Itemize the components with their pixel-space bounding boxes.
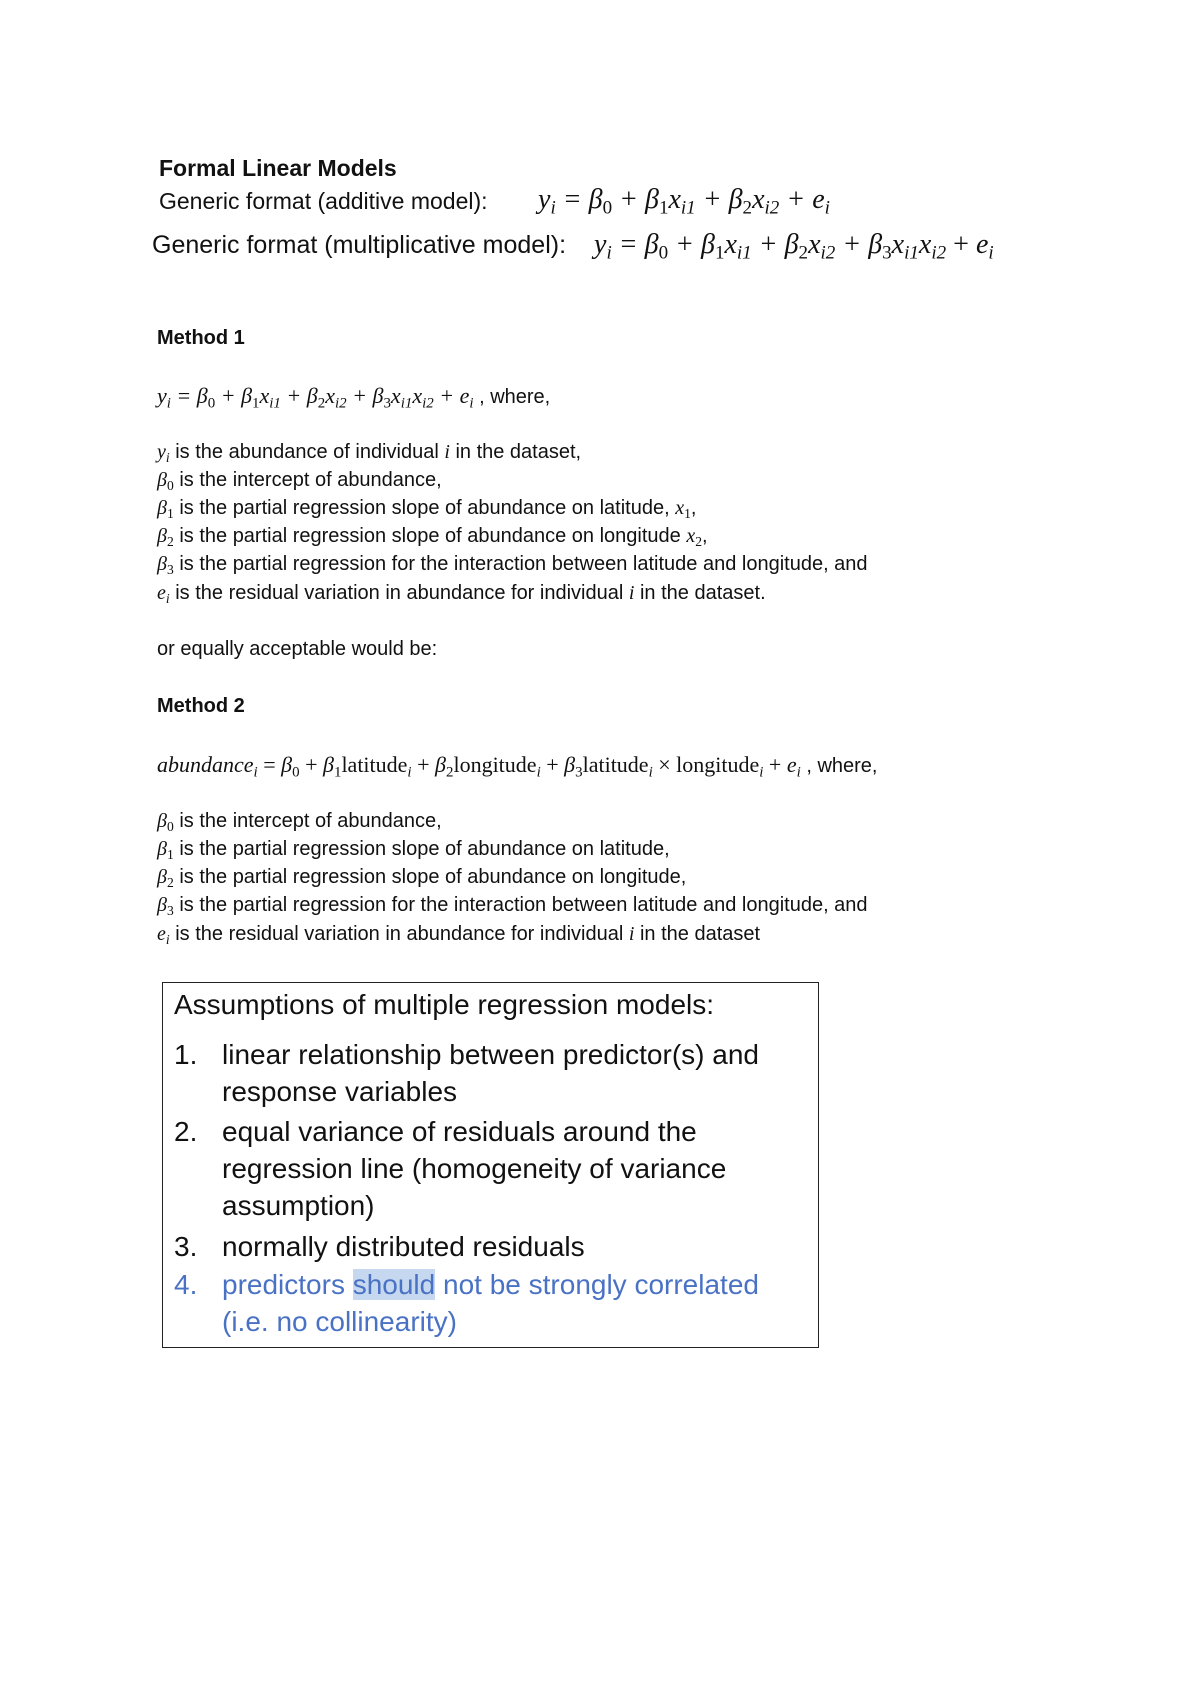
- method2-heading: Method 2: [157, 695, 245, 717]
- method2-def-b1: $\beta_1$ is the partial regression slope of abundance on latitude,: [157, 838, 670, 863]
- method2-def-b2: $\beta_2$ is the partial regression slope of abundance on longitude,: [157, 866, 687, 891]
- highlighted-word: should: [352, 1269, 436, 1300]
- method2-def-e: $e_i$ is the residual variation in abundance for individual i in the dataset: [157, 923, 761, 948]
- assumptions-box: Assumptions of multiple regression models: 1. linear relationship between predictor(s) and response variables 2. equal variance of residuals around the regression line (homogeneity of variance assumption) 3. normally distributed residuals 4. predictors should not be strongly correlated (i.e. no collinearity): [162, 982, 819, 1348]
- method1-def-b2: $\beta_2$ is the partial regression slope of abundance on longitude $x_2$,: [157, 525, 708, 550]
- generic-multiplicative-label: Generic format (multiplicative model):: [152, 231, 567, 259]
- section-title: Formal Linear Models: [159, 155, 397, 181]
- method1-def-e: $e_i$ is the residual variation in abundance for individual i in the dataset.: [157, 582, 766, 607]
- method2-def-b0: $\beta_0$ is the intercept of abundance,: [157, 810, 442, 835]
- method2-equation: abundance$_i$ = $\beta_0$ + $\beta_1latitude_i$ + $\beta_2longitude_i$ + $\beta_3latitude_i$ × longitude$_i$ + $e_i$ , where,: [157, 752, 878, 781]
- method1-def-b3: $\beta_3$ is the partial regression for the interaction between latitude and longitude, and: [157, 553, 868, 578]
- assumptions-title: Assumptions of multiple regression models:: [174, 989, 715, 1020]
- method2-def-b3: $\beta_3$ is the partial regression for the interaction between latitude and longitude, and: [157, 894, 868, 919]
- method1-heading: Method 1: [157, 327, 245, 349]
- method1-def-b0: $\beta_0$ is the intercept of abundance,: [157, 469, 442, 494]
- generic-additive-label: Generic format (additive model):: [159, 188, 488, 214]
- method1-equation: $y_i = \beta_0 + \beta_1x_{i1} + \beta_2x_{i2} + \beta_3x_{i1}x_{i2} + e_i$ , where,: [157, 383, 551, 412]
- or-text: or equally acceptable would be:: [157, 638, 438, 660]
- method1-def-y: $y_i$ is the abundance of individual i in the dataset,: [157, 441, 582, 466]
- additive-equation: $y_i = \beta_0 + \beta_1x_{i1} + \beta_2x_{i2} + e_i$: [538, 184, 830, 219]
- method1-def-b1: $\beta_1$ is the partial regression slope of abundance on latitude, $x_1$,: [157, 497, 697, 522]
- multiplicative-equation: $y_i = \beta_0 + \beta_1x_{i1} + \beta_2x_{i2} + \beta_3x_{i1}x_{i2} + e_i$: [594, 229, 994, 264]
